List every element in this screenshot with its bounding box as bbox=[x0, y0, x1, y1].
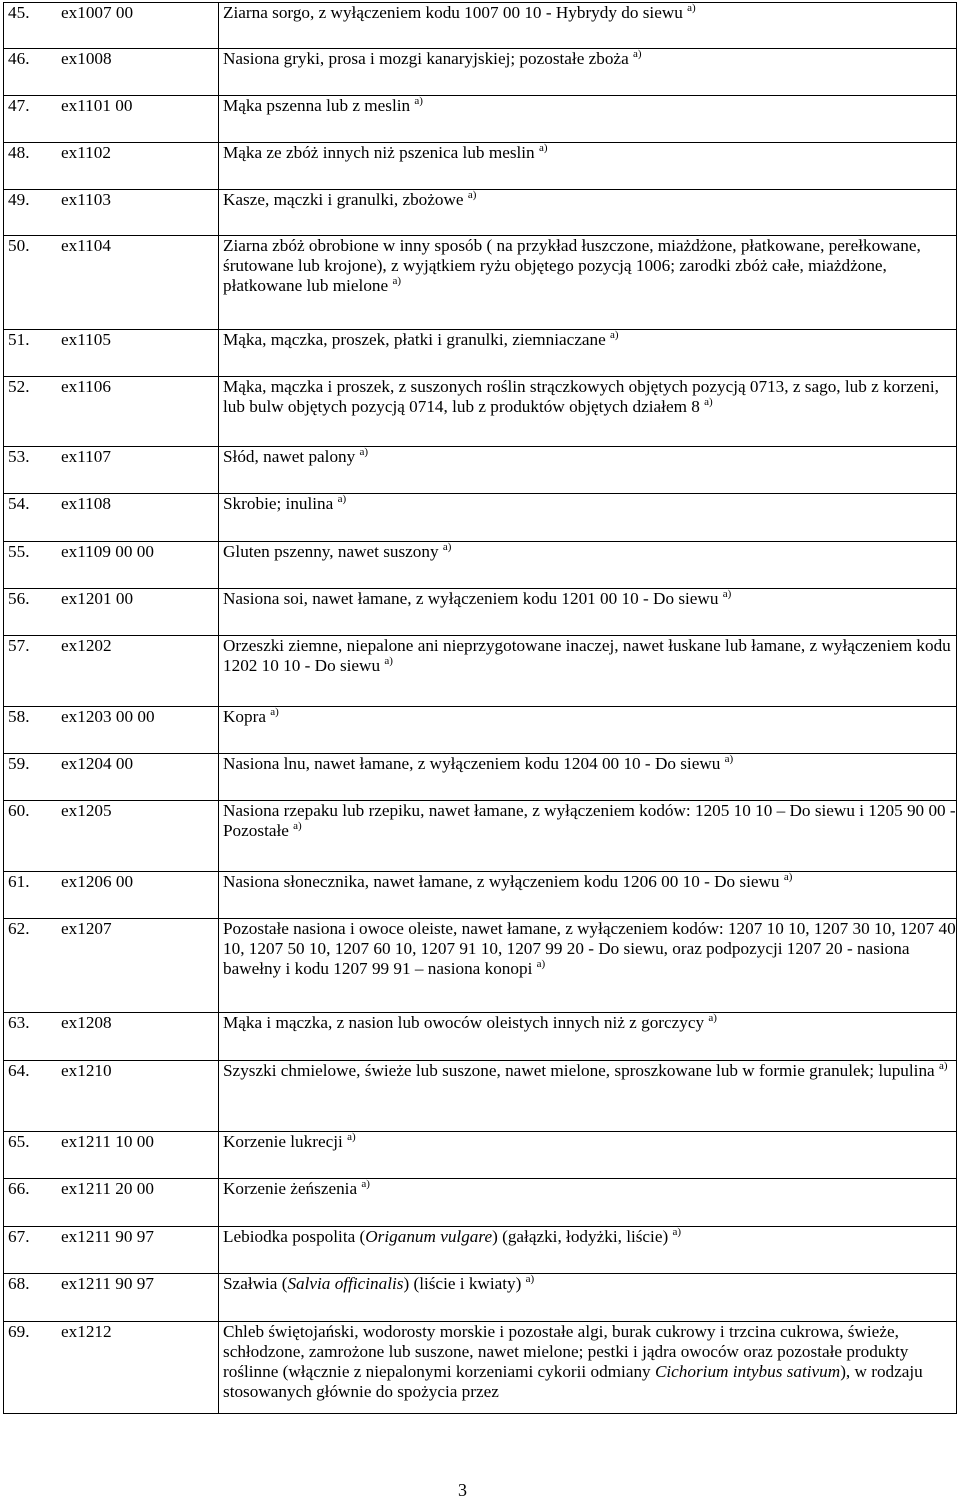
description-cell bbox=[219, 707, 957, 754]
description-text: Ziarna zbóż obrobione w inny sposób ( na przykład łuszczone, miażdżone, płatkowane, perełkowane, śrutowane lub krojone), z wyjątkiem ryżu objętego pozycją 1006; zarodki zbóż całe, miażdżone, płatkowane lub mielone bbox=[223, 236, 921, 295]
cn-code: ex1212 bbox=[61, 1322, 112, 1341]
item-number: 61. bbox=[8, 872, 30, 891]
item-number-cell bbox=[4, 754, 219, 801]
footnote-marker: a) bbox=[724, 753, 734, 765]
description-text: Orzeszki ziemne, niepalone ani nieprzygotowane inaczej, nawet łuskane lub łamane, z wyłączeniem kodu 1202 10 10 - Do siewu bbox=[223, 636, 951, 675]
table-row bbox=[4, 330, 957, 377]
item-number: 60. bbox=[8, 801, 30, 820]
table-row bbox=[4, 1132, 957, 1179]
table-row bbox=[4, 1322, 957, 1414]
table-row bbox=[4, 190, 957, 236]
cn-code: ex1208 bbox=[61, 1013, 112, 1032]
description-text: Nasiona lnu, nawet łamane, z wyłączeniem kodu 1204 00 10 - Do siewu bbox=[223, 754, 721, 773]
footnote-marker: a) bbox=[783, 871, 793, 883]
cn-code: ex1211 10 00 bbox=[61, 1132, 154, 1151]
table-row bbox=[4, 707, 957, 754]
footnote-marker: a) bbox=[361, 1178, 370, 1190]
description-cell bbox=[219, 377, 957, 447]
item-number: 53. bbox=[8, 447, 30, 466]
item-number-cell bbox=[4, 96, 219, 143]
tariff-table-body bbox=[4, 3, 957, 1414]
cn-code: ex1211 90 97 bbox=[61, 1274, 154, 1293]
footnote-marker: a) bbox=[536, 958, 546, 970]
description-text: Korzenie żeńszenia bbox=[223, 1179, 358, 1198]
description-cell bbox=[219, 919, 957, 1013]
description-cell bbox=[219, 872, 957, 919]
footnote-marker: a) bbox=[687, 2, 696, 14]
footnote-marker: a) bbox=[704, 396, 713, 408]
description-cell bbox=[219, 494, 957, 542]
description-cell bbox=[219, 1179, 957, 1227]
description-text: Mąka i mączka, z nasion lub owoców oleistych innych niż z gorczycy bbox=[223, 1013, 705, 1032]
description-cell bbox=[219, 190, 957, 236]
cn-code: ex1102 bbox=[61, 143, 111, 162]
footnote-marker: a) bbox=[610, 329, 619, 341]
item-number: 64. bbox=[8, 1061, 30, 1080]
item-number-cell bbox=[4, 801, 219, 872]
cn-code: ex1202 bbox=[61, 636, 112, 655]
item-number: 69. bbox=[8, 1322, 30, 1341]
table-row bbox=[4, 49, 957, 96]
footnote-marker: a) bbox=[525, 1273, 535, 1285]
item-number: 62. bbox=[8, 919, 30, 938]
item-number: 66. bbox=[8, 1179, 30, 1198]
description-cell bbox=[219, 1132, 957, 1179]
cn-code: ex1109 00 00 bbox=[61, 542, 154, 561]
item-number-cell bbox=[4, 190, 219, 236]
item-number-cell bbox=[4, 1013, 219, 1061]
tariff-table bbox=[3, 2, 957, 1414]
cn-code: ex1211 20 00 bbox=[61, 1179, 154, 1198]
description-cell bbox=[219, 330, 957, 377]
item-number: 55. bbox=[8, 542, 30, 561]
table-row bbox=[4, 589, 957, 636]
item-number-cell bbox=[4, 377, 219, 447]
cn-code: ex1105 bbox=[61, 330, 111, 349]
item-number: 63. bbox=[8, 1013, 30, 1032]
cn-code: ex1008 bbox=[61, 49, 112, 68]
item-number: 46. bbox=[8, 49, 30, 68]
description-text: Kopra bbox=[223, 707, 266, 726]
description-text: ), w rodzaju stosowanych głównie do spożycia przez bbox=[223, 1362, 923, 1401]
item-number-cell bbox=[4, 919, 219, 1013]
footnote-marker: a) bbox=[722, 588, 732, 600]
description-cell bbox=[219, 3, 957, 49]
description-cell bbox=[219, 754, 957, 801]
description-cell bbox=[219, 236, 957, 330]
description-text: Mąka pszenna lub z meslin bbox=[223, 96, 411, 115]
cn-code: ex1206 00 bbox=[61, 872, 134, 891]
description-text: Słód, nawet palony bbox=[223, 447, 356, 466]
description-text: Lebiodka pospolita ( bbox=[223, 1227, 366, 1246]
footnote-marker: a) bbox=[467, 189, 477, 201]
item-number-cell bbox=[4, 494, 219, 542]
item-number-cell bbox=[4, 143, 219, 190]
item-number: 59. bbox=[8, 754, 30, 773]
description-cell bbox=[219, 636, 957, 707]
description-text: Skrobie; inulina bbox=[223, 494, 334, 513]
item-number: 56. bbox=[8, 589, 30, 608]
description-cell bbox=[219, 542, 957, 589]
footnote-marker: a) bbox=[442, 541, 452, 553]
description-cell bbox=[219, 1227, 957, 1274]
item-number: 50. bbox=[8, 236, 30, 255]
page-number: 3 bbox=[458, 1480, 467, 1500]
table-row bbox=[4, 447, 957, 494]
table-row bbox=[4, 801, 957, 872]
table-row bbox=[4, 96, 957, 143]
footnote-marker: a) bbox=[270, 706, 279, 718]
footnote-marker: a) bbox=[672, 1226, 682, 1238]
description-cell bbox=[219, 143, 957, 190]
description-text: Mąka, mączka i proszek, z suszonych roślin strączkowych objętych pozycją 0713, z sago, lub z korzeni, lub bulw objętych pozycją 0714, lub z produktów objętych działem 8 bbox=[223, 377, 939, 416]
table-row bbox=[4, 919, 957, 1013]
footnote-marker: a) bbox=[414, 95, 423, 107]
item-number: 68. bbox=[8, 1274, 30, 1293]
item-number-cell bbox=[4, 636, 219, 707]
cn-code: ex1103 bbox=[61, 190, 111, 209]
table-row bbox=[4, 542, 957, 589]
item-number-cell bbox=[4, 3, 219, 49]
table-row bbox=[4, 1013, 957, 1061]
description-cell bbox=[219, 801, 957, 872]
item-number: 52. bbox=[8, 377, 30, 396]
item-number: 45. bbox=[8, 3, 30, 22]
footnote-marker: a) bbox=[633, 48, 642, 60]
description-text: Szałwia ( bbox=[223, 1274, 288, 1293]
cn-code: ex1210 bbox=[61, 1061, 112, 1080]
item-number-cell bbox=[4, 707, 219, 754]
item-number: 57. bbox=[8, 636, 30, 655]
latin-name: Salvia officinalis bbox=[287, 1274, 404, 1293]
cn-code: ex1106 bbox=[61, 377, 111, 396]
table-row bbox=[4, 872, 957, 919]
description-cell bbox=[219, 49, 957, 96]
footnote-marker: a) bbox=[337, 493, 347, 505]
item-number: 49. bbox=[8, 190, 30, 209]
description-cell bbox=[219, 1274, 957, 1322]
description-cell bbox=[219, 447, 957, 494]
item-number: 67. bbox=[8, 1227, 30, 1246]
table-row bbox=[4, 3, 957, 49]
cn-code: ex1205 bbox=[61, 801, 112, 820]
item-number: 51. bbox=[8, 330, 30, 349]
description-text: Mąka ze zbóż innych niż pszenica lub meslin bbox=[223, 143, 535, 162]
description-text: Kasze, mączki i granulki, zbożowe bbox=[223, 190, 464, 209]
table-row bbox=[4, 636, 957, 707]
description-text: Chleb świętojański, wodorosty morskie i pozostałe algi, burak cukrowy i trzcina cukrowa, świeże, schłodzone, zamrożone lub suszone, nawet mielone; pestki i jądra owoców oraz pozostałe produkty roślinne (włącznie z niepalonymi korzeniami cykorii odmiany bbox=[223, 1322, 909, 1381]
cn-code: ex1101 00 bbox=[61, 96, 133, 115]
footnote-marker: a) bbox=[538, 142, 548, 154]
description-text: Nasiona gryki, prosa i mozgi kanaryjskiej; pozostałe zboża bbox=[223, 49, 629, 68]
footnote-marker: a) bbox=[938, 1060, 948, 1072]
item-number-cell bbox=[4, 1061, 219, 1132]
table-row bbox=[4, 1179, 957, 1227]
item-number-cell bbox=[4, 330, 219, 377]
cn-code: ex1108 bbox=[61, 494, 111, 513]
description-cell bbox=[219, 1061, 957, 1132]
item-number-cell bbox=[4, 1274, 219, 1322]
footnote-marker: a) bbox=[347, 1131, 356, 1143]
description-cell bbox=[219, 1322, 957, 1414]
description-text: Nasiona słonecznika, nawet łamane, z wyłączeniem kodu 1206 00 10 - Do siewu bbox=[223, 872, 780, 891]
description-text: Gluten pszenny, nawet suszony bbox=[223, 542, 439, 561]
table-row bbox=[4, 1061, 957, 1132]
table-row bbox=[4, 143, 957, 190]
description-text: ) (liście i kwiaty) bbox=[403, 1274, 522, 1293]
item-number-cell bbox=[4, 872, 219, 919]
table-row bbox=[4, 1227, 957, 1274]
item-number-cell bbox=[4, 589, 219, 636]
table-row bbox=[4, 377, 957, 447]
cn-code: ex1007 00 bbox=[61, 3, 134, 22]
item-number: 54. bbox=[8, 494, 30, 513]
cn-code: ex1203 00 00 bbox=[61, 707, 155, 726]
cn-code: ex1104 bbox=[61, 236, 111, 255]
cn-code: ex1204 00 bbox=[61, 754, 134, 773]
table-row bbox=[4, 494, 957, 542]
item-number: 48. bbox=[8, 143, 30, 162]
footnote-marker: a) bbox=[293, 820, 302, 832]
latin-name: Origanum vulgare bbox=[365, 1227, 493, 1246]
item-number: 47. bbox=[8, 96, 30, 115]
cn-code: ex1107 bbox=[61, 447, 111, 466]
description-text: Ziarna sorgo, z wyłączeniem kodu 1007 00 10 - Hybrydy do siewu bbox=[223, 3, 683, 22]
description-cell bbox=[219, 1013, 957, 1061]
description-text: Mąka, mączka, proszek, płatki i granulki, ziemniaczane bbox=[223, 330, 606, 349]
item-number: 65. bbox=[8, 1132, 30, 1151]
cn-code: ex1201 00 bbox=[61, 589, 134, 608]
description-text: Szyszki chmielowe, świeże lub suszone, nawet mielone, sproszkowane lub w formie granulek; lupulina bbox=[223, 1061, 935, 1080]
footnote-marker: a) bbox=[384, 655, 393, 667]
item-number-cell bbox=[4, 1322, 219, 1414]
footnote-marker: a) bbox=[392, 275, 401, 287]
table-row bbox=[4, 754, 957, 801]
item-number-cell bbox=[4, 1179, 219, 1227]
description-text: Korzenie lukrecji bbox=[223, 1132, 343, 1151]
item-number-cell bbox=[4, 49, 219, 96]
description-text: Nasiona soi, nawet łamane, z wyłączeniem kodu 1201 00 10 - Do siewu bbox=[223, 589, 719, 608]
table-row bbox=[4, 236, 957, 330]
description-text: Nasiona rzepaku lub rzepiku, nawet łamane, z wyłączeniem kodów: 1205 10 10 – Do siewu i 1205 90 00 - Pozostałe bbox=[223, 801, 956, 840]
table-row bbox=[4, 1274, 957, 1322]
footnote-marker: a) bbox=[359, 446, 369, 458]
description-cell bbox=[219, 589, 957, 636]
cn-code: ex1207 bbox=[61, 919, 112, 938]
item-number-cell bbox=[4, 1227, 219, 1274]
item-number-cell bbox=[4, 447, 219, 494]
cn-code: ex1211 90 97 bbox=[61, 1227, 154, 1246]
description-text: ) (gałązki, łodyżki, liście) bbox=[492, 1227, 669, 1246]
item-number-cell bbox=[4, 542, 219, 589]
item-number-cell bbox=[4, 1132, 219, 1179]
description-cell bbox=[219, 96, 957, 143]
description-text: Pozostałe nasiona i owoce oleiste, nawet łamane, z wyłączeniem kodów: 1207 10 10, 1207 30 10, 1207 40 10, 1207 50 10, 1207 60 10, 1207 91 10, 1207 99 20 - Do siewu, oraz podpozycji 1207 20 - nasiona bawełny i kodu 1207 99 91 – nasiona konopi bbox=[223, 919, 956, 978]
footnote-marker: a) bbox=[708, 1012, 717, 1024]
item-number: 58. bbox=[8, 707, 30, 726]
item-number-cell bbox=[4, 236, 219, 330]
latin-name: Cichorium intybus sativum bbox=[654, 1362, 841, 1381]
